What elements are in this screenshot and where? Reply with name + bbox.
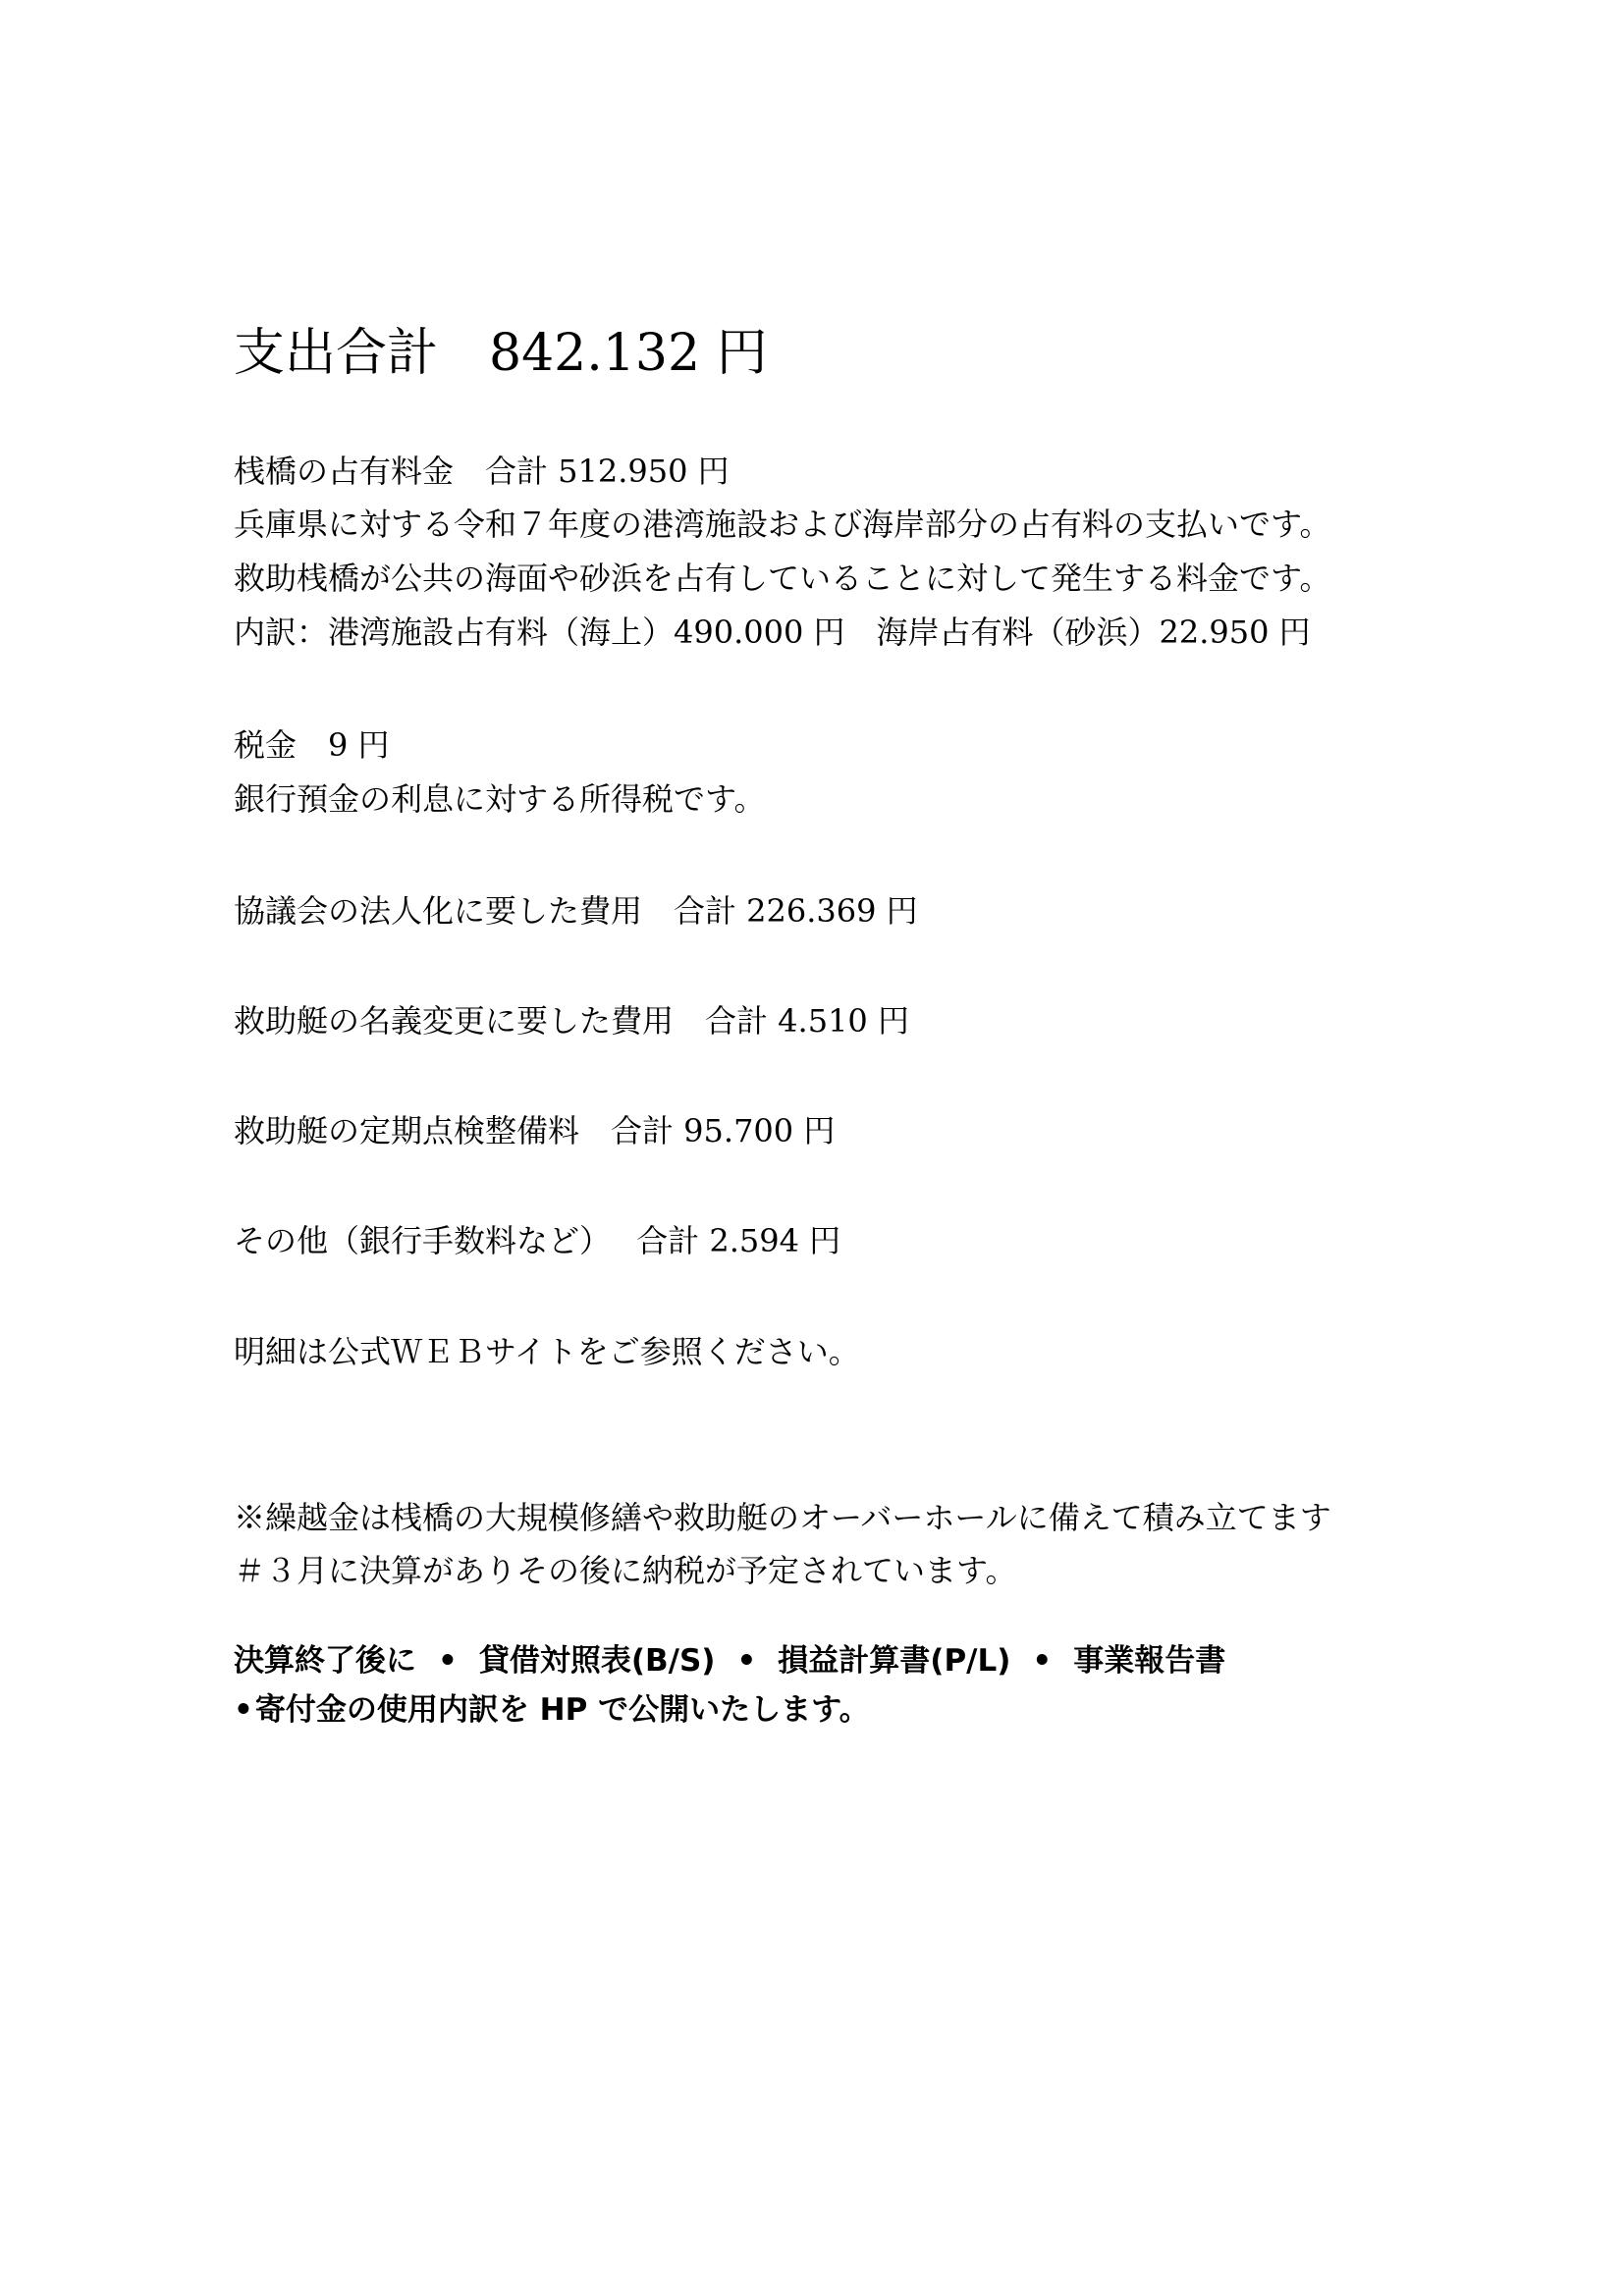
bullet-icon: • <box>1032 1643 1053 1679</box>
tax-heading: 税金 9 円 <box>234 726 390 764</box>
pier-fee-heading: 桟橋の占有料金 合計 512.950 円 <box>234 453 730 490</box>
publication-item-business-report: 事業報告書 <box>1073 1643 1226 1679</box>
publication-intro: 決算終了後に <box>234 1643 416 1679</box>
pier-fee-line-1: 兵庫県に対する令和７年度の港湾施設および海岸部分の占有料の支払いです。 <box>234 506 1331 543</box>
publication-item-income-statement: 損益計算書(P/L) <box>778 1643 1011 1679</box>
incorporation-cost: 協議会の法人化に要した費用 合計 226.369 円 <box>234 892 918 930</box>
publication-line-2 <box>234 1688 870 1732</box>
bullet-icon: • <box>234 1692 253 1728</box>
other-cost: その他（銀行手数料など） 合計 2.594 円 <box>234 1222 841 1259</box>
tax-description: 銀行預金の利息に対する所得税です。 <box>234 780 766 818</box>
carryover-note: ※繰越金は桟橋の大規模修繕や救助艇のオーバーホールに備えて積み立てます <box>234 1499 1331 1536</box>
pier-fee-line-2: 救助桟橋が公共の海面や砂浜を占有していることに対して発生する料金です。 <box>234 560 1331 597</box>
details-note: 明細は公式ＷＥＢサイトをご参照ください。 <box>234 1333 860 1370</box>
publication-donation-text: 寄付金の使用内訳を HP で公開いたします。 <box>254 1692 870 1728</box>
bullet-icon: • <box>736 1643 757 1679</box>
bullet-icon: • <box>438 1643 458 1679</box>
maintenance-cost: 救助艇の定期点検整備料 合計 95.700 円 <box>234 1112 836 1149</box>
name-change-cost: 救助艇の名義変更に要した費用 合計 4.510 円 <box>234 1002 909 1040</box>
page-title: 支出合計 842.132 円 <box>234 324 768 383</box>
pier-fee-breakdown: 内訳：港湾施設占有料（海上）490.000 円 海岸占有料（砂浜）22.950 円 <box>234 614 1311 651</box>
publication-line-1 <box>234 1639 1225 1682</box>
publication-item-balance-sheet: 貸借対照表(B/S) <box>478 1643 716 1679</box>
settlement-note: ＃３月に決算がありその後に納税が予定されています。 <box>234 1552 1017 1589</box>
